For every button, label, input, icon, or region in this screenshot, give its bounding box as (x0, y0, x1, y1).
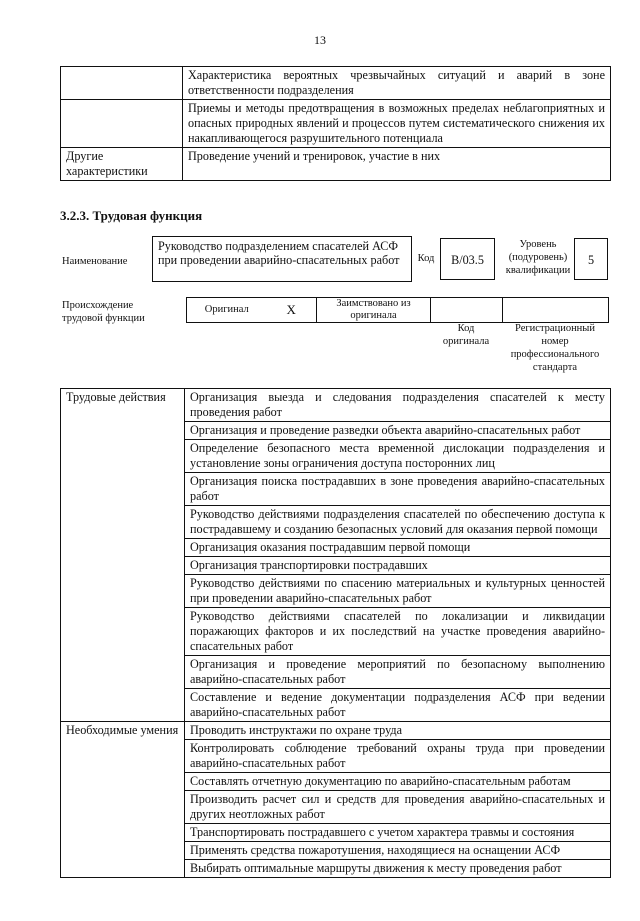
table-row (61, 100, 611, 148)
row-label (61, 100, 183, 148)
skill-item: Применять средства пожаротушения, находящиеся на оснащении АСФ (185, 842, 611, 860)
row-text: Характеристика вероятных чрезвычайных ситуаций и аварий в зоне ответственности подразделения (183, 67, 611, 100)
origin-table (186, 297, 609, 323)
function-details-table (60, 388, 611, 878)
borrowed-label: Заимствовано из оригинала (317, 298, 431, 323)
actions-label: Трудовые действия (61, 389, 185, 722)
characteristics-table (60, 66, 611, 181)
table-row (61, 389, 611, 422)
table-row (61, 148, 611, 181)
action-item: Организация поиска пострадавших в зоне проведения аварийно-спасательных работ (185, 473, 611, 506)
page-number: 13 (314, 33, 326, 47)
original-code-caption: Код оригинала (442, 323, 490, 347)
action-item: Руководство действиями спасателей по локализации и ликвидации поражающих факторов и их последствий на участке проведения аварийно-спасательных работ (185, 608, 611, 656)
original-code-cell (431, 298, 503, 323)
original-mark: X (267, 298, 317, 323)
table-row (61, 722, 611, 740)
skill-item: Составлять отчетную документацию по аварийно-спасательным работам (185, 773, 611, 791)
action-item: Организация транспортировки пострадавших (185, 557, 611, 575)
name-label: Наименование (62, 256, 128, 267)
code-label: Код (417, 253, 435, 264)
skill-item: Выбирать оптимальные маршруты движения к месту проведения работ (185, 860, 611, 878)
row-label: Другие характеристики (61, 148, 183, 181)
row-text: Проведение учений и тренировок, участие в них (183, 148, 611, 181)
level-label: Уровень (подуровень) квалификации (505, 239, 571, 276)
action-item: Организация и проведение мероприятий по безопасному выполнению аварийно-спасательных работ (185, 656, 611, 689)
skill-item: Проводить инструктажи по охране труда (185, 722, 611, 740)
registration-number-cell (503, 298, 609, 323)
table-row (61, 67, 611, 100)
skill-item: Транспортировать пострадавшего с учетом характера травмы и состояния (185, 824, 611, 842)
action-item: Руководство действиями по спасению материальных и культурных ценностей при проведении аварийно-спасательных работ (185, 575, 611, 608)
action-item: Руководство действиями подразделения спасателей по обеспечению доступа к пострадавшему и созданию безопасных условий для оказания первой помощи (185, 506, 611, 539)
function-name: Руководство подразделением спасателей АСФ при проведении аварийно-спасательных работ (152, 236, 412, 282)
action-item: Составление и ведение документации подразделения АСФ при ведении аварийно-спасательных работ (185, 689, 611, 722)
action-item: Организация и проведение разведки объекта аварийно-спасательных работ (185, 422, 611, 440)
skill-item: Контролировать соблюдение требований охраны труда при проведении аварийно-спасательных работ (185, 740, 611, 773)
row-label (61, 67, 183, 100)
action-item: Определение безопасного места временной дислокации подразделения и установление зоны ограничения доступа посторонних лиц (185, 440, 611, 473)
origin-label: Происхождение трудовой функции (62, 300, 145, 324)
original-label: Оригинал (187, 298, 267, 323)
qualification-level: 5 (574, 238, 608, 280)
function-code: B/03.5 (440, 238, 495, 280)
section-heading: 3.2.3. Трудовая функция (60, 208, 203, 223)
registration-number-caption: Регистрационный номер профессионального стандарта (510, 323, 600, 373)
skills-label: Необходимые умения (61, 722, 185, 878)
row-text: Приемы и методы предотвращения в возможных пределах неблагоприятных и опасных природных явлений и процессов путем систематического снижения их накапливающегося разрушительного потенциала (183, 100, 611, 148)
skill-item: Производить расчет сил и средств для проведения аварийно-спасательных и других неотложных работ (185, 791, 611, 824)
action-item: Организация выезда и следования подразделения спасателей к месту проведения работ (185, 389, 611, 422)
action-item: Организация оказания пострадавшим первой помощи (185, 539, 611, 557)
